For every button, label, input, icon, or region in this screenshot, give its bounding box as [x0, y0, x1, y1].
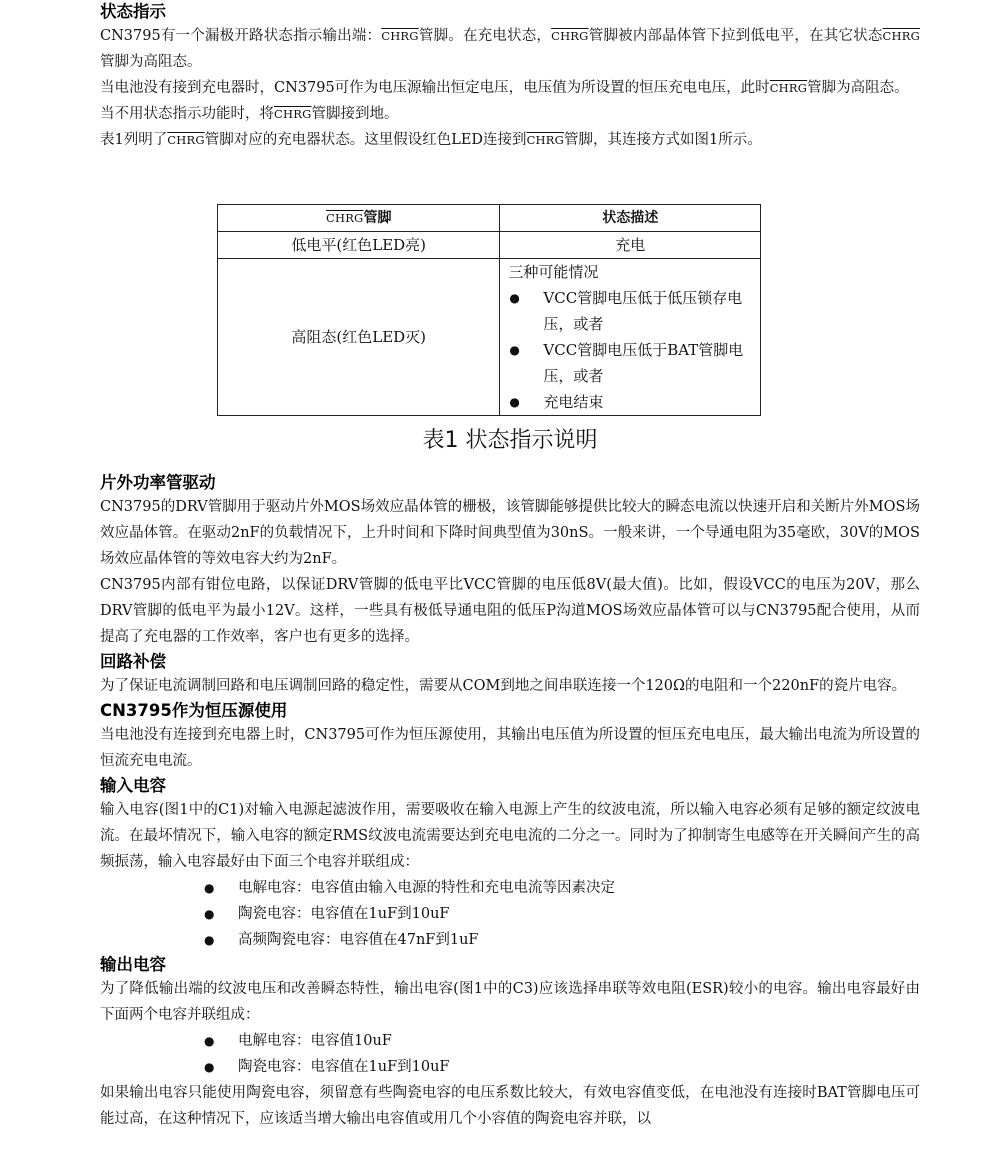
section-status-indication: [100, 0, 920, 153]
section-title-driver: 片外功率管驱动: [100, 473, 216, 492]
chrg-pin-label: CHRG: [526, 133, 565, 147]
paragraph-status-4: [100, 127, 920, 153]
table-header-pin: [218, 205, 500, 232]
paragraph-status-1: [100, 23, 920, 75]
input-capacitor-list: [100, 875, 920, 953]
chrg-pin-label: CHRG: [325, 211, 364, 225]
list-item: ● 陶瓷电容：电容值在1uF到10uF: [100, 1054, 920, 1080]
section-title-status: 状态指示: [100, 2, 166, 21]
text-run: 管脚，其连接方式如图1所示。: [564, 132, 762, 148]
section-title-input-capacitor: 输入电容: [100, 776, 166, 795]
text-run: 管脚为高阻态。: [100, 54, 202, 70]
text-run: 管脚接到地。: [311, 106, 399, 122]
text-run: 管脚被内部晶体管下拉到低电平，在其它状态: [588, 28, 883, 44]
output-capacitor-list: [100, 1028, 920, 1080]
list-item: ● 电解电容：电容值10uF: [100, 1028, 920, 1054]
paragraph-driver-1: CN3795的DRV管脚用于驱动片外MOS场效应晶体管的栅极，该管脚能够提供比较大的瞬态电流以快速开启和关断片外MOS场效应晶体管。在驱动2nF的负载情况下，上升时间和下降时间典型值为30nS。一般来讲，一个导通电阻为35毫欧，30V的MOS场效应晶体管的等效电容大约为2nF。: [100, 499, 920, 567]
table-cell: 高阻态(红色LED灭): [218, 259, 500, 416]
table-caption: 表1 状态指示说明: [422, 428, 598, 453]
table-cell: 低电平(红色LED亮): [218, 232, 500, 259]
table-cell-list: [508, 285, 752, 415]
section-title-constant-voltage: CN3795作为恒压源使用: [100, 701, 288, 720]
body-sections: [100, 471, 920, 1132]
list-item: ● 充电结束: [508, 389, 752, 415]
text-run: 当电池没有接到充电器时，CN3795可作为电压源输出恒定电压，电压值为所设置的恒压充电电压，此时: [100, 80, 770, 96]
table-header-desc: 状态描述: [500, 205, 761, 232]
chrg-pin-label: CHRG: [274, 107, 312, 121]
text-run: 当不用状态指示功能时，将: [100, 106, 274, 122]
chrg-pin-label: CHRG: [381, 29, 419, 43]
paragraph-status-3: [100, 101, 920, 127]
paragraph-constant-voltage: 当电池没有连接到充电器上时，CN3795可作为恒压源使用，其输出电压值为所设置的恒压充电电压，最大输出电流为所设置的恒流充电电流。: [100, 727, 920, 769]
paragraph-input-capacitor: 输入电容(图1中的C1)对输入电源起滤波作用，需要吸收在输入电源上产生的纹波电流，所以输入电容必须有足够的额定纹波电流。在最坏情况下，输入电容的额定RMS纹波电流需要达到充电电流的二分之一。同时为了抑制寄生电感等在开关瞬间产生的高频振荡，输入电容最好由下面三个电容并联组成：: [100, 802, 920, 870]
table-cell: 充电: [500, 232, 761, 259]
text-run: 管脚。在充电状态，: [418, 28, 552, 44]
chrg-pin-label: CHRG: [551, 29, 589, 43]
text-run: CN3795有一个漏极开路状态指示输出端：: [100, 28, 382, 44]
paragraph-status-2: [100, 75, 920, 101]
status-table: [217, 204, 761, 416]
paragraph-output-capacitor-2: 如果输出电容只能使用陶瓷电容，须留意有些陶瓷电容的电压系数比较大，有效电容值变低，在电池没有连接时BAT管脚电压可能过高，在这种情况下，应该适当增大输出电容值或用几个小容值的陶瓷电容并联，以: [100, 1085, 920, 1127]
list-item: ● VCC管脚电压低于BAT管脚电压，或者: [508, 337, 752, 389]
section-title-loop-compensation: 回路补偿: [100, 652, 166, 671]
paragraph-output-capacitor-1: 为了降低输出端的纹波电压和改善瞬态特性，输出电容(图1中的C3)应该选择串联等效电阻(ESR)较小的电容。输出电容最好由下面两个电容并联组成：: [100, 981, 920, 1023]
list-item: ● 高频陶瓷电容：电容值在47nF到1uF: [100, 927, 920, 953]
chrg-pin-label: CHRG: [882, 29, 921, 43]
list-item: ● 陶瓷电容：电容值在1uF到10uF: [100, 901, 920, 927]
text-run: 表1列明了: [100, 132, 168, 148]
text-run: 管脚为高阻态。: [807, 80, 909, 96]
text-run: 管脚: [363, 210, 392, 226]
list-item: ● VCC管脚电压低于低压锁存电压，或者: [508, 285, 752, 337]
section-title-output-capacitor: 输出电容: [100, 955, 166, 974]
chrg-pin-label: CHRG: [167, 133, 205, 147]
paragraph-loop-compensation: 为了保证电流调制回路和电压调制回路的稳定性，需要从COM到地之间串联连接一个120Ω的电阻和一个220nF的瓷片电容。: [100, 678, 907, 694]
table-cell: [500, 259, 761, 416]
list-item: ● 电解电容：电容值由输入电源的特性和充电电流等因素决定: [100, 875, 920, 901]
text-run: 管脚对应的充电器状态。这里假设红色LED连接到: [204, 132, 527, 148]
table-cell-intro: 三种可能情况: [508, 263, 599, 281]
table-row: [218, 259, 761, 416]
table-row: [218, 232, 761, 259]
table-header-row: [218, 205, 761, 232]
chrg-pin-label: CHRG: [769, 81, 808, 95]
paragraph-driver-2: CN3795内部有钳位电路，以保证DRV管脚的低电平比VCC管脚的电压低8V(最大值)。比如，假设VCC的电压为20V，那么DRV管脚的低电平为最小12V。这样，一些具有极低导通电阻的低压P沟道MOS场效应晶体管可以与CN3795配合使用，从而提高了充电器的工作效率，客户也有更多的选择。: [100, 577, 920, 645]
